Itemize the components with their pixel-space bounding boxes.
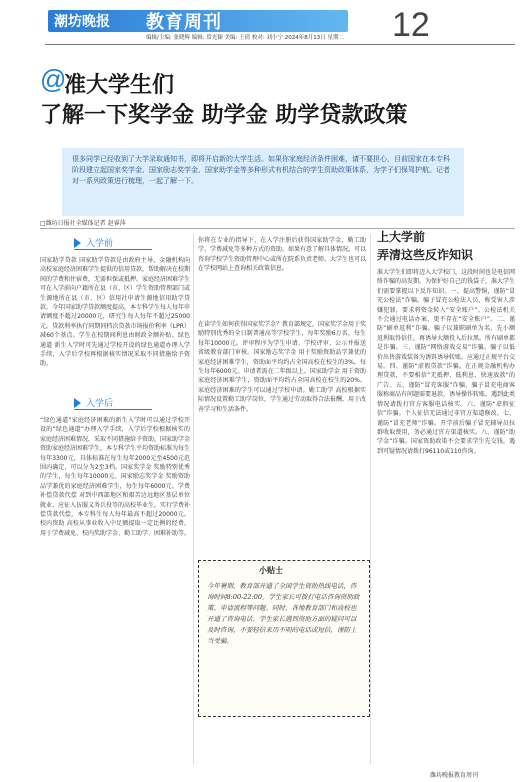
article-body-middle: 在读学生如何获得国家奖学金？教育部规定，国家奖学金用于奖励特别优秀的全日制普通高等学校学生，每年奖励6万名，每生每年10000元。评审程序为学生申请、学校评审、公示并报送省级教育部门审核。国家励志奖学金 用于奖励资助品学兼优的家庭经济困难学生，资助面平均约占全国高校在校生的3%，每生每年6000元。申请者需在二年级以上。国家助学金 用于资助家庭经济困难学生，资助面平均约占全国高校在校生的20%。家庭经济困难的学生可以通过学校申请。勤工助学 高校根据实际情况设置勤工助学岗位，学生通过劳动取得合法报酬，用于改善学习和生活条件。 xyxy=(198,321,366,413)
article-body-left-top: 国家助学贷款 国家助学贷款是由政府主导、金融机构向高校家庭经济困难学生提供的信用贷款，帮助解决在校期间的学费和住宿费，无需担保或抵押。家庭经济困难学生可在入学前向户籍所在县（市、区）学生资助管理部门或生源地所在县（市、区）信用社申请生源地信用助学贷款。今年国家助学贷款额度提高，本专科学生每人每年申请额度不超过20000元，研究生每人每年不超过25000元。贷款利率执行同期同档次贷款市场报价利率（LPR）减60个基点。学生在校期间利息由财政全额补贴。绿色通道 新生入学时可先通过学校开设的绿色通道办理入学手续，入学后学校再根据核实情况采取不同措施给予资助。 xyxy=(40,257,190,368)
article-body-left-bottom: “绿色通道”家庭经济困难的新生入学时可以通过学校开设的“绿色通道”办理入学手续，入学后学校根据核实的家庭经济困难情况，采取不同措施给予资助。国家助学金 资助家庭经济困难学生，本专科学生平均资助标准为每生每年3300元，具体标准在每生每年2000元至4500元范围内确定，可以分为2至3档。国家奖学金 奖励特别优秀的学生，每生每年10000元。国家励志奖学金 奖励资助品学兼优的家庭经济困难学生，每生每年6000元。学费补偿贷款代偿 对到中西部地区和艰苦边远地区基层单位就业、应征入伍服义务兵役等的高校毕业生，实行学费补偿贷款代偿，本专科生每人每年最高不超过20000元。校内资助 高校从事业收入中足额提取一定比例的经费，用于学费减免、校内奖助学金、勤工助学、困难补助等。 xyxy=(40,417,190,537)
headline-line-1: 准大学生们 xyxy=(64,73,175,98)
column-title: 教育周刊 xyxy=(146,12,222,33)
section-heading-enroll: 入学前 xyxy=(74,236,152,250)
byline: □潍坊日报社全媒体记者 赵睿萍 xyxy=(40,220,126,227)
article-body-right: 准大学生们即将迈入大学校门，这段时间也是电信网络诈骗的高发期。为保护好自己的钱袋子，准大学生们需要掌握以下反诈知识。一、提高警惕，谨防“冒充公检法”诈骗。骗子冒充公检法人员，称受害人涉嫌犯罪，要求将资金转入“安全账户”。公检法机关不会通过电话办案，更不存在“安全账户”。二、谨防“刷单返利”诈骗。骗子以兼职刷单为名，先小额返利取得信任，再诱导大额投入后拉黑。所有刷单都是诈骗。三、谨防“网络游戏交易”诈骗。骗子以低价出售游戏装备为诱饵诱导转账。应通过正规平台交易。四、谨防“虚假贷款”诈骗。在正规金融机构办理贷款，不要相信“无抵押、低利息、快速放款”的广告。五、谨防“冒充客服”诈骗。骗子冒充电商客服称商品有问题需要退款，诱导操作转账。遇到此类情况请拨打官方客服电话核实。六、谨防“虚假征信”诈骗。个人征信无法通过非官方渠道修改。七、谨防“冒充老师”诈骗。开学前后骗子冒充辅导员拉群收取费用，务必通过官方渠道核实。八、谨防“助学金”诈骗。国家资助政策不会要求学生先交钱。遇到可疑情况请拨打96110或110咨询。 xyxy=(377,269,515,455)
sidebar-title-1: 上大学前 xyxy=(377,230,426,244)
header-divider xyxy=(45,44,515,45)
page-footer: 潍坊晚报教育周刊 xyxy=(430,772,479,779)
page-header xyxy=(0,0,530,46)
section-divider xyxy=(40,228,515,229)
tips-title: 小贴士 xyxy=(259,566,283,575)
sidebar-title-2: 弄清这些反诈知识 xyxy=(377,248,474,262)
triangle-icon xyxy=(74,398,81,408)
triangle-icon xyxy=(74,238,81,248)
section-heading-after: 入学后 xyxy=(74,396,152,410)
tips-body: 今年暑期，教育部开通了全国学生资助热线电话，咨询时间8:00-22:00。学生家长可拨打电话咨询资助政策、申请流程等问题。同时，各地教育部门和高校也开通了咨询电话。学生家长遇到资助方面的疑问可以及时咨询，不要轻信来历不明的电话或短信，谨防上当受骗。 xyxy=(207,582,360,645)
at-sign-icon: @ xyxy=(40,64,67,94)
editor-meta: 编辑/主编: 张晓辉 编辑: 常光颖 美编: 王倩 校对: 刘小宁 2024年8月13日 星期二 xyxy=(146,35,344,41)
headline-line-2: 了解一下奖学金 助学金 助学贷款政策 xyxy=(40,103,408,128)
column-divider xyxy=(193,234,194,764)
lead-paragraph: 很多同学已经收到了大学录取通知书，即将开启新的大学生活。如果你家庭经济条件困难，请不要担心，目前国家在本专科阶段建立起国家奖学金、国家励志奖学金、国家助学金等多种形式有机结合的学生资助政策体系，为学子们保驾护航。记者对一系列政策进行梳理，一起了解一下。 xyxy=(62,148,464,216)
paper-name: 潮坊晚报 xyxy=(54,14,110,30)
page-number: 12 xyxy=(392,6,430,44)
article-body-middle-top: 你将在专业的指导下，在入学注册后获得国家助学金、勤工助学、学费减免等多种方式的资助。如果有意了解具体情况，可以咨询学校学生资助管理中心或所在院系负责老师。大学生也可以在学校网站上查询相关政策信息。 xyxy=(198,237,366,273)
column-divider xyxy=(370,234,371,764)
tips-box xyxy=(198,560,370,717)
